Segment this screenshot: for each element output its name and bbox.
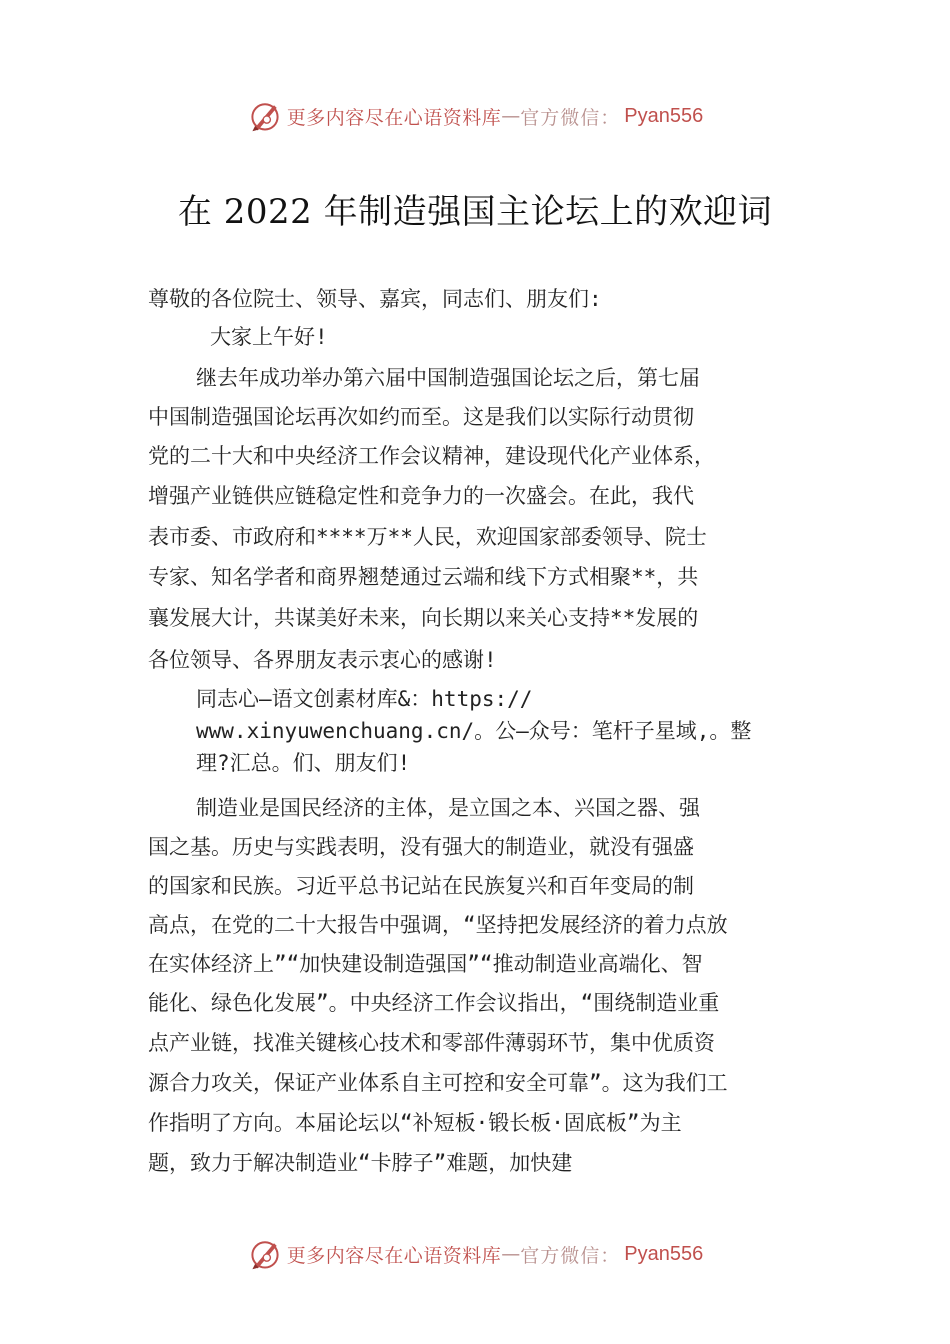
text-line: 作指明了方向。本届论坛以“补短板·锻长板·固底板”为主 [148,1111,682,1135]
text-line: 大家上午好! [210,325,328,349]
text-line: 中国制造强国论坛再次如约而至。这是我们以实际行动贯彻 [148,405,694,429]
text-line: 表市委、市政府和****万**人民，欢迎国家部委领导、院士 [148,525,707,549]
document-title: 在 2022 年制造强国主论坛上的欢迎词 [177,192,773,232]
text-line: 同志心—语文创素材库&：https:// [196,687,533,711]
watermark-wechat-label: 官方微信： [520,1244,621,1267]
watermark-main-text: 更多内容尽在心语资料库 [286,106,502,129]
text-line: 能化、绿色化发展”。中央经济工作会议指出，“围绕制造业重 [148,991,720,1015]
footer-watermark [0,1234,950,1274]
text-line: 的国家和民族。习近平总书记站在民族复兴和百年变局的制 [148,874,694,898]
text-line: www.xinyuwenchuang.cn/。公—众号：笔杆子星域,。整 [196,719,752,743]
watermark-separator: — [501,1243,521,1265]
text-line: 点产业链，找准关键核心技术和零部件薄弱环节，集中优质资 [148,1031,715,1055]
text-line: 在实体经济上”“加快建设制造强国”“推动制造业高端化、智 [148,952,703,976]
text-line: 制造业是国民经济的主体，是立国之本、兴国之器、强 [196,796,700,820]
text-line: 增强产业链供应链稳定性和竞争力的一次盛会。在此，我代 [148,484,694,508]
text-line: 专家、知名学者和商界翘楚通过云端和线下方式相聚**，共 [148,565,699,589]
text-line: 党的二十大和中央经济工作会议精神，建设现代化产业体系， [148,444,715,468]
text-line: 各位领导、各界朋友表示衷心的感谢! [148,648,497,672]
text-line: 源合力攻关，保证产业体系自主可控和安全可靠”。这为我们工 [148,1071,728,1095]
text-line: 高点，在党的二十大报告中强调，“坚持把发展经济的着力点放 [148,913,728,937]
text-line: 理?汇总。们、朋友们! [196,751,411,775]
text-line: 题，致力于解决制造业“卡脖子”难题，加快建 [148,1151,573,1175]
text-line: 国之基。历史与实践表明，没有强大的制造业，就没有强盛 [148,835,694,859]
text-line: 继去年成功举办第六届中国制造强国论坛之后，第七届 [196,366,700,390]
watermark-separator: — [501,105,521,127]
pen-logo-icon [247,98,283,134]
pen-logo-icon [247,1236,283,1272]
text-line: 襄发展大计，共谋美好未来，向长期以来关心支持**发展的 [148,606,699,630]
watermark-wechat-id: Pyan556 [624,104,704,127]
text-line: 尊敬的各位院士、领导、嘉宾，同志们、朋友们: [148,287,602,311]
watermark-wechat-id: Pyan556 [624,1242,704,1265]
header-watermark [0,96,950,136]
watermark-wechat-label: 官方微信： [520,106,621,129]
watermark-main-text: 更多内容尽在心语资料库 [286,1244,502,1267]
